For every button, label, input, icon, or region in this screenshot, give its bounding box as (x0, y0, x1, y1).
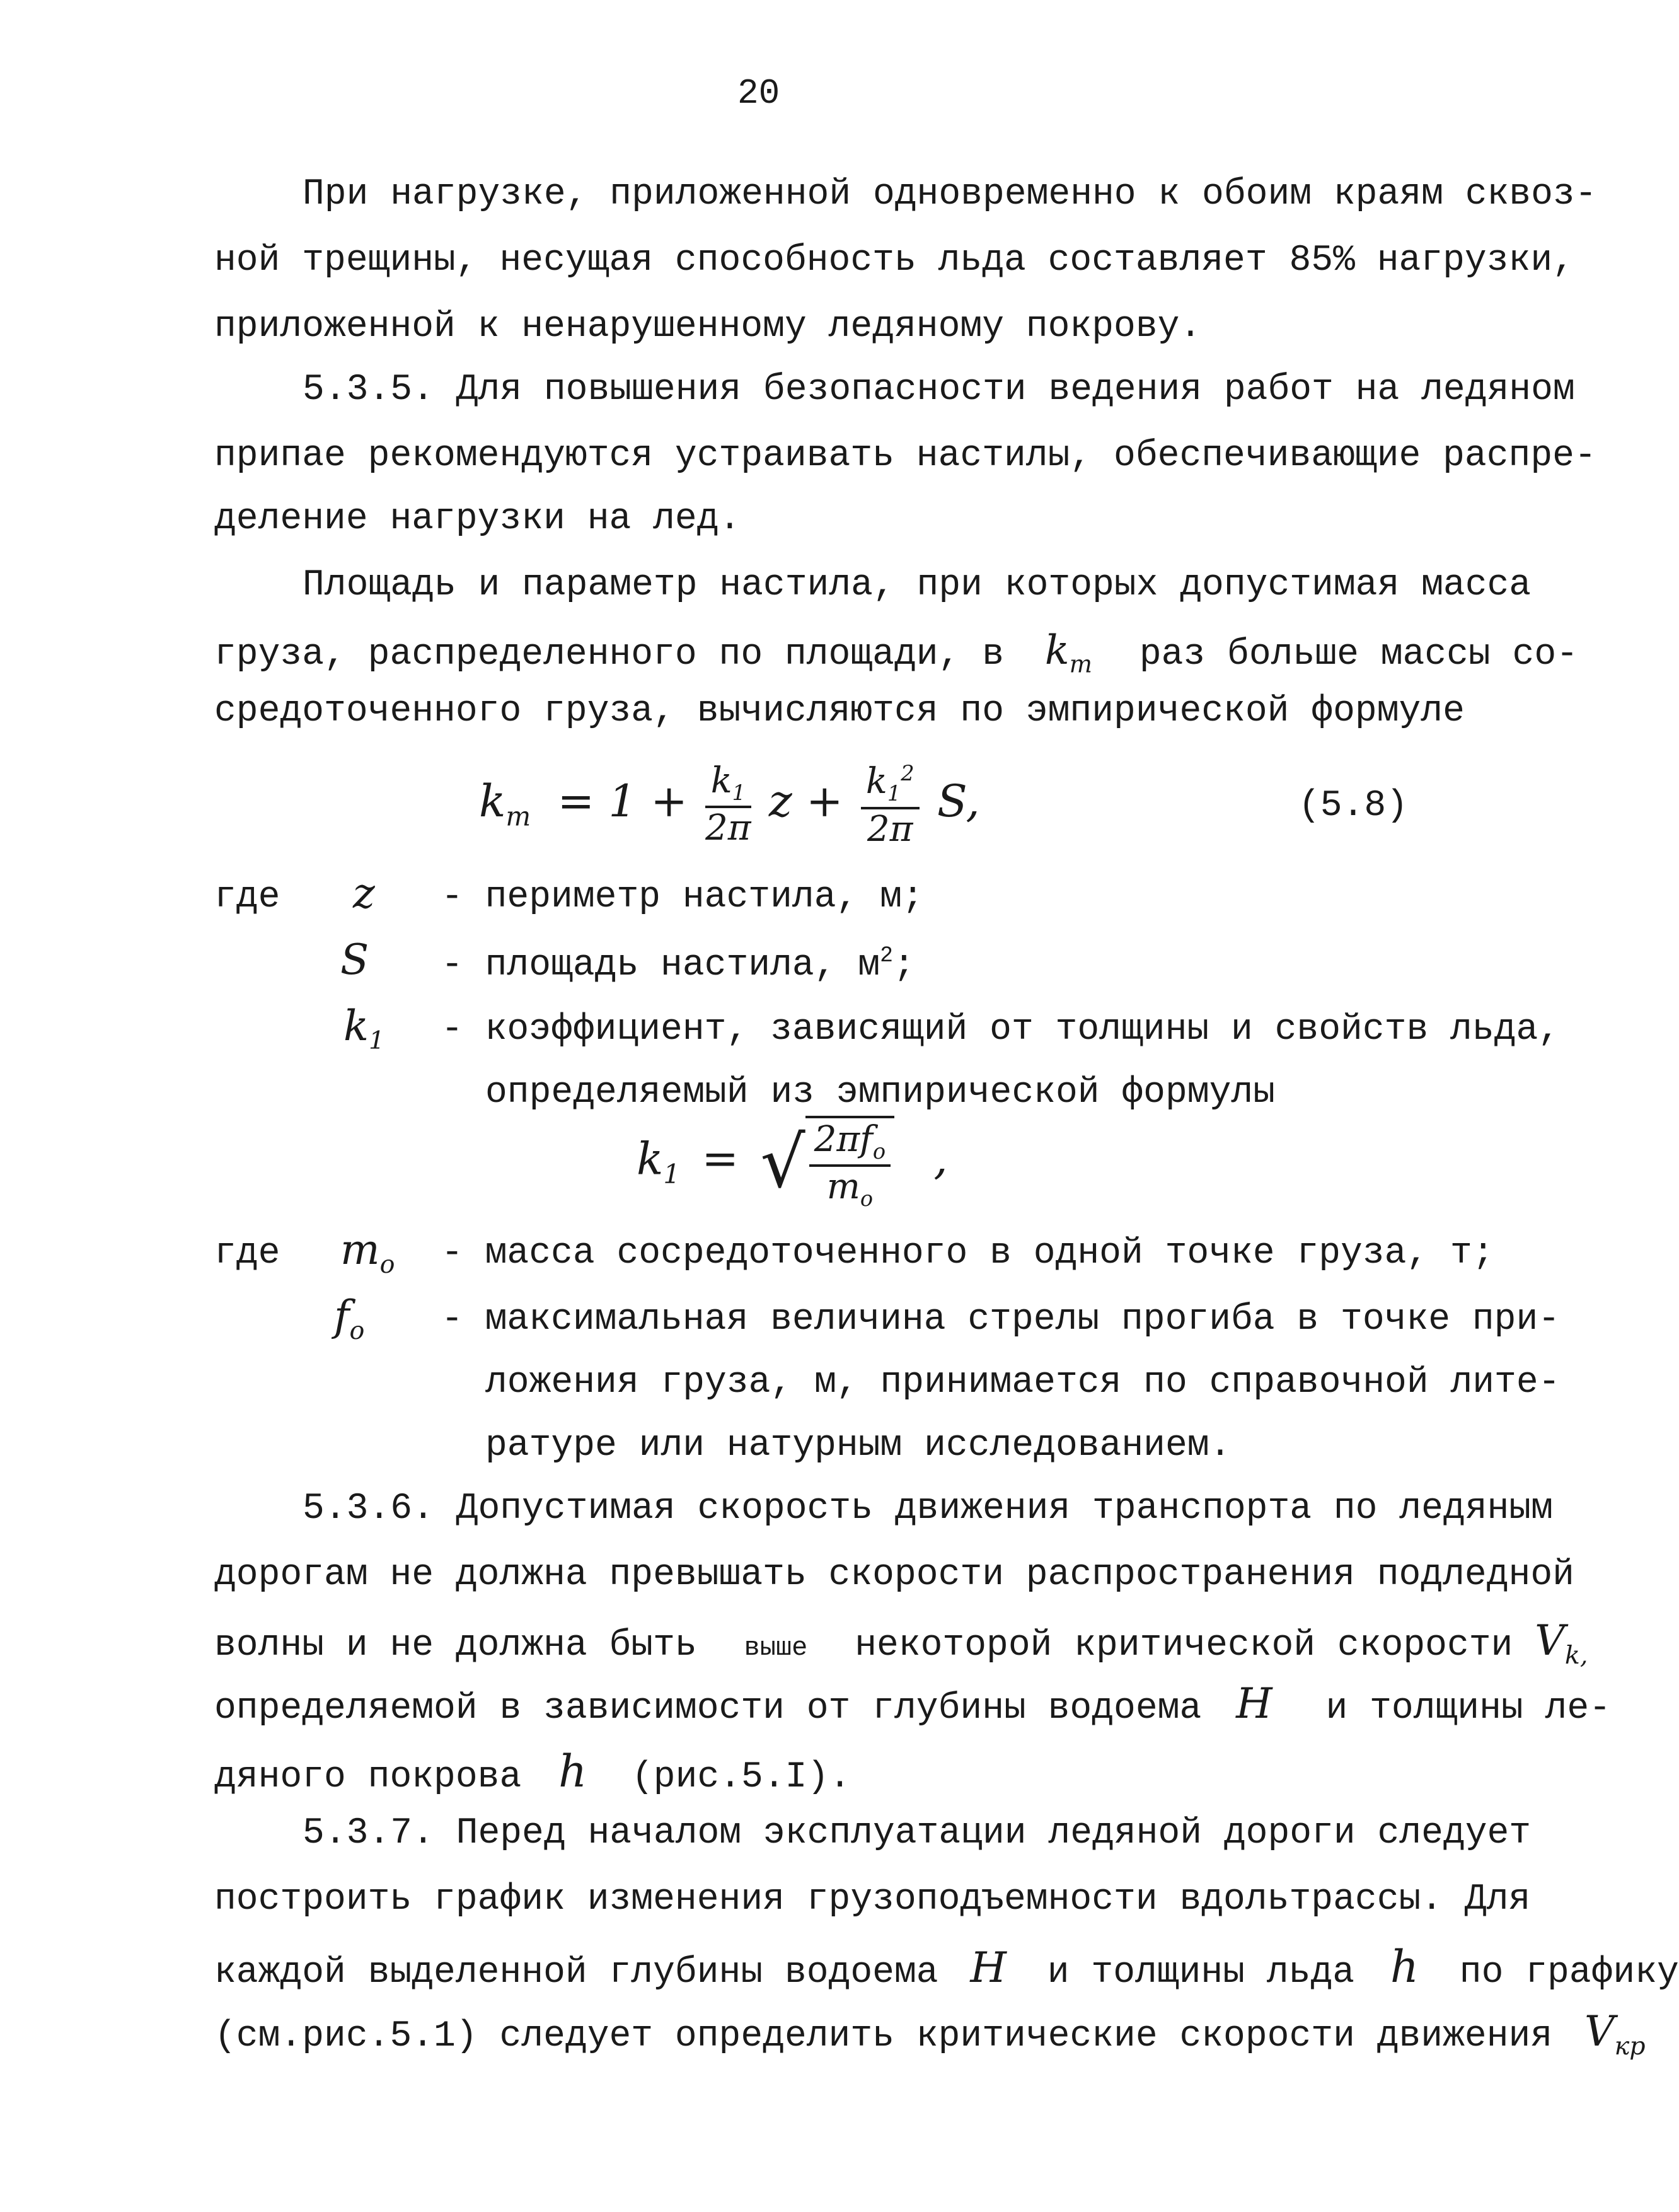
text-line (214, 627, 1578, 679)
fraction: $\frac{k_1^2}{2\pi}$ (861, 763, 920, 847)
text-line: припае рекомендуются устраивать настилы, обеспечивающие распре- (214, 436, 1596, 477)
text-line: (см.рис.5.1) следует определить критические скорости движения $V_{кр}$ (214, 2007, 1646, 2061)
text-line: определяемой в зависимости от глубины водоема H и толщины ле- (214, 1679, 1611, 1729)
where-label: где (214, 1233, 280, 1274)
text-line: дяного покрова h (рис.5.I). (214, 1746, 851, 1798)
text-part: раз больше массы со- (1139, 634, 1578, 675)
definition-text: - коэффициент, зависящий от толщины и свойств льда, (441, 1009, 1561, 1050)
definition-text: определяемый из эмпирической формулы (485, 1072, 1276, 1113)
definition-text: ратуре или натурным исследованием. (485, 1425, 1232, 1466)
text-line: приложенной к ненарушенному ледяному покрову. (214, 306, 1202, 347)
symbol-z: z (353, 869, 375, 918)
sqrt: √ $\frac{2\pi f_o}{m_o}$ (760, 1116, 894, 1210)
text-line: дорогам не должна превышать скорости распространения подледной (214, 1555, 1574, 1595)
symbol-k1: $k_1$ (343, 1002, 385, 1055)
text-line: волны и не должна быть выше некоторой критической скорости $V_{k,}$ (214, 1616, 1588, 1670)
formula-number: (5.8) (1298, 785, 1409, 826)
text-line: Площадь и параметр настила, при которых допустимая масса (303, 565, 1532, 606)
symbol-h: h (1390, 1941, 1419, 1993)
definition-text: - площадь настила, $м^2$; (441, 944, 915, 986)
text-line: При нагрузке, приложенной одновременно к обоим краям сквоз- (303, 174, 1597, 215)
symbol-h: h (558, 1746, 587, 1797)
text-line: средоточенного груза, вычисляются по эмпирической формуле (214, 691, 1465, 732)
symbol-fo: $f_o$ (334, 1292, 365, 1345)
fraction: $\frac{2\pi f_o}{m_o}$ (809, 1122, 891, 1210)
text-line: построить график изменения грузоподъемности вдольтрассы. Для (214, 1879, 1531, 1920)
text-line: каждой выделенной глубины водоема H и толщины льда h по графику (214, 1941, 1679, 1993)
text-line: 5.3.5. Для повышения безопасности ведения работ на ледяном (303, 369, 1575, 410)
text-part: груза, распределенного по площади, в (214, 634, 1005, 675)
text-line: 5.3.7. Перед началом эксплуатации ледяной дороги следует (303, 1813, 1532, 1854)
text-line: деление нагрузки на лед. (214, 499, 741, 540)
text-line: ной трещины, несущая способность льда составляет 85% нагрузки, (214, 240, 1574, 281)
fraction: $\frac{k_1}{2\pi}$ (705, 760, 751, 849)
where-label: где (214, 877, 280, 918)
symbol-H: H (970, 1943, 1007, 1992)
symbol-s: S (340, 935, 369, 984)
definition-text: - периметр настила, м; (441, 877, 924, 918)
definition-text: - максимальная величина стрелы прогиба в точке при- (441, 1299, 1561, 1340)
symbol-H: H (1236, 1679, 1272, 1728)
definition-text: ложения груза, м, принимается по справочной лите- (485, 1362, 1561, 1403)
formula-k1: $k_1$ = √ $\frac{2\pi f_o}{m_o}$ , (637, 1116, 948, 1210)
symbol-vkp: $V_{кр}$ (1584, 2007, 1646, 2061)
km-symbol: $k_m$ (1044, 627, 1093, 679)
text-line: 5.3.6. Допустимая скорость движения транспорта по ледяным (303, 1488, 1553, 1529)
symbol-mo: $m_o$ (340, 1225, 395, 1279)
page-number: 20 (737, 73, 780, 113)
formula-5-8: $k_m = 1$ + $\frac{k_1}{2\pi}$ z + $\frac{k_1^2}{2\pi}$ S, (479, 760, 980, 850)
symbol-vk: $V_{k,}$ (1535, 1616, 1588, 1670)
definition-text: - масса сосредоточенного в одной точке груза, т; (441, 1233, 1494, 1274)
